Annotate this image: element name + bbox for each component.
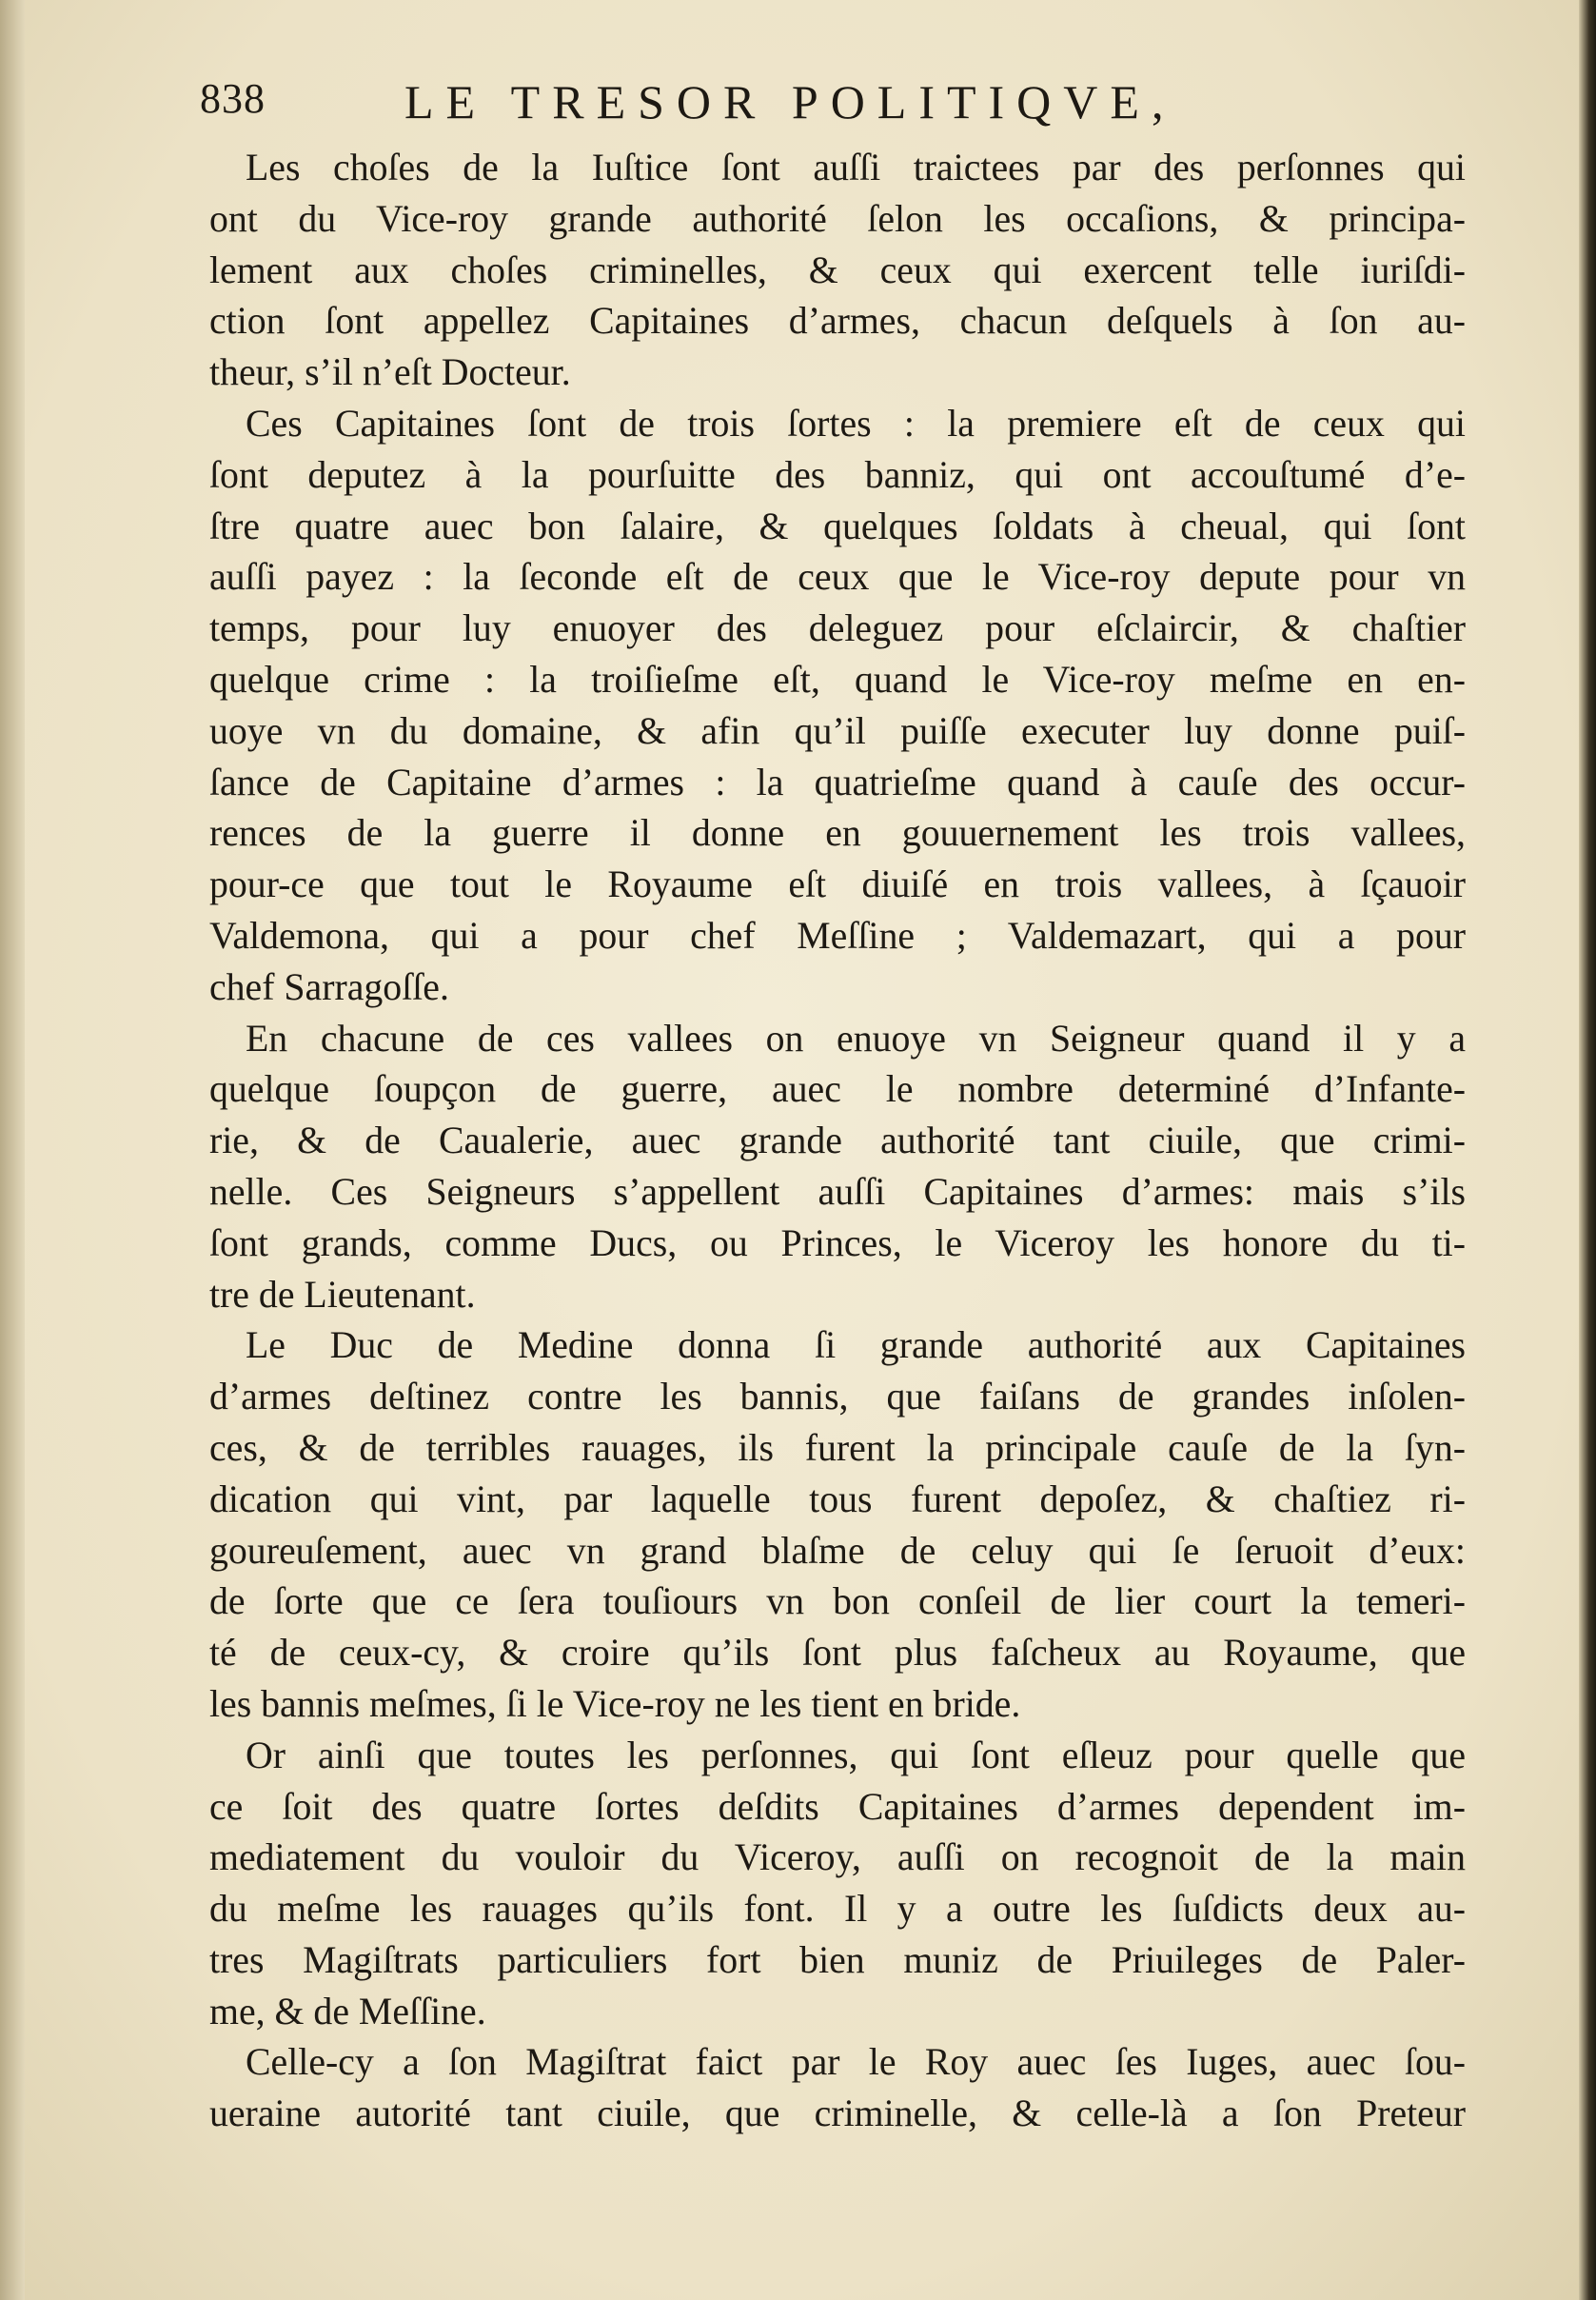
text-line: les bannis meſmes, ſi le Vice-roy ne les tient en bride. xyxy=(209,1682,1021,1725)
text-line: ont du Vice-roy grande authorité ſelon les occaſions, & principa- xyxy=(209,197,1466,240)
text-line: Ces Capitaines ſont de trois ſortes : la premiere eſt de ceux qui xyxy=(246,402,1466,445)
text-block xyxy=(209,143,1466,2140)
text-line: tres Magiſtrats particuliers fort bien muniz de Priuileges de Paler- xyxy=(209,1938,1466,1981)
text-line: rie, & de Caualerie, auec grande authorité tant ciuile, que crimi- xyxy=(209,1120,1466,1162)
text-line: Les choſes de la Iuſtice ſont auſſi traictees par des perſonnes qui xyxy=(246,147,1466,188)
text-line: En chacune de ces vallees on enuoye vn Seigneur quand il y a xyxy=(246,1017,1466,1060)
running-title: LE TRESOR POLITIQVE, xyxy=(404,75,1176,129)
text-line: me, & de Meſſine. xyxy=(209,1990,486,2032)
text-line: uoye vn du domaine, & afin qu’il puiſſe executer luy donne puiſ- xyxy=(209,709,1466,752)
running-head xyxy=(200,74,1380,141)
text-line: auſſi payez : la ſeconde eſt de ceux que le Vice-roy depute pour vn xyxy=(209,556,1466,599)
text-line: du meſme les rauages qu’ils font. Il y a outre les ſuſdicts deux au- xyxy=(209,1888,1466,1931)
text-line: de ſorte que ce ſera touſiours vn bon conſeil de lier court la temeri- xyxy=(209,1580,1466,1623)
text-line: lement aux choſes criminelles, & ceux qui exercent telle iuriſdi- xyxy=(209,248,1466,291)
text-line: goureuſement, auec vn grand blaſme de celuy qui ſe ſeruoit d’eux: xyxy=(209,1529,1466,1572)
text-line: temps, pour luy enuoyer des deleguez pour eſclaircir, & chaſtier xyxy=(209,607,1466,650)
text-line: rences de la guerre il donne en gouuernement les trois vallees, xyxy=(209,812,1466,855)
text-line: dication qui vint, par laquelle tous furent depoſez, & chaſtiez ri- xyxy=(209,1477,1466,1520)
text-line: ſont grands, comme Ducs, ou Princes, le Viceroy les honore du ti- xyxy=(209,1221,1466,1264)
text-line: Le Duc de Medine donna ſi grande authorité aux Capitaines xyxy=(246,1324,1466,1367)
text-line: chef Sarragoſſe. xyxy=(209,965,449,1008)
text-line: ce ſoit des quatre ſortes deſdits Capitaines d’armes dependent im- xyxy=(209,1785,1466,1828)
text-line: ſont deputez à la pourſuitte des banniz, qui ont accouſtumé d’e- xyxy=(209,453,1466,496)
text-line: d’armes deſtinez contre les bannis, que faiſans de grandes inſolen- xyxy=(209,1376,1466,1418)
text-line: tre de Lieutenant. xyxy=(209,1273,476,1316)
page-fore-edge xyxy=(1579,0,1596,2300)
text-line: nelle. Ces Seigneurs s’appellent auſſi Capitaines d’armes: mais s’ils xyxy=(209,1170,1466,1213)
text-line: ſtre quatre auec bon ſalaire, & quelques ſoldats à cheual, qui ſont xyxy=(209,505,1466,547)
text-line: té de ceux-cy, & croire qu’ils ſont plus faſcheux au Royaume, que xyxy=(209,1632,1466,1675)
text-line: ueraine autorité tant ciuile, que criminelle, & celle-là a ſon Preteur xyxy=(209,2092,1466,2135)
text-line: theur, s’il n’eſt Docteur. xyxy=(209,351,571,394)
page-gutter-shadow xyxy=(0,0,25,2300)
text-line: Or ainſi que toutes les perſonnes, qui ſont eſleuz pour quelle que xyxy=(246,1734,1466,1776)
text-line: Valdemona, qui a pour chef Meſſine ; Valdemazart, qui a pour xyxy=(209,914,1466,957)
text-line: ction ſont appellez Capitaines d’armes, chacun deſquels à ſon au- xyxy=(209,300,1466,343)
text-line: mediatement du vouloir du Viceroy, auſſi on recognoit de la main xyxy=(209,1836,1466,1879)
text-line: quelque ſoupçon de guerre, auec le nombre determiné d’Infante- xyxy=(209,1068,1466,1111)
text-line: ſance de Capitaine d’armes : la quatrieſme quand à cauſe des occur- xyxy=(209,761,1466,803)
page-number: 838 xyxy=(200,75,266,122)
text-line: quelque crime : la troiſieſme eſt, quand le Vice-roy meſme en en- xyxy=(209,658,1466,701)
text-line: Celle-cy a ſon Magiſtrat faict par le Roy auec ſes Iuges, auec ſou- xyxy=(246,2041,1466,2084)
text-line: ces, & de terribles rauages, ils furent la principale cauſe de la ſyn- xyxy=(209,1426,1466,1469)
text-line: pour-ce que tout le Royaume eſt diuiſé en trois vallees, à ſçauoir xyxy=(209,863,1466,906)
